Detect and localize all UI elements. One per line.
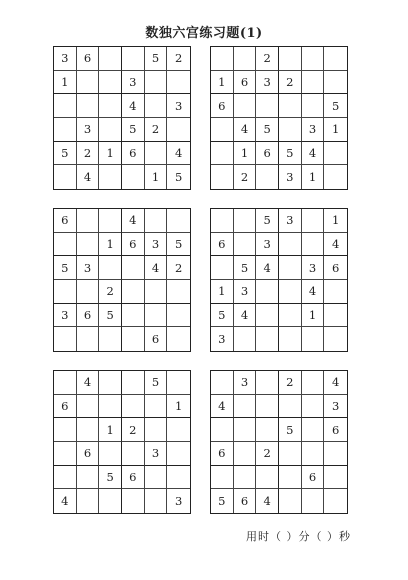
sudoku-cell bbox=[99, 395, 122, 419]
sudoku-cell: 2 bbox=[234, 165, 257, 189]
sudoku-cell: 6 bbox=[211, 233, 234, 257]
sudoku-cell bbox=[99, 71, 122, 95]
sudoku-cell: 3 bbox=[211, 327, 234, 351]
sudoku-cell bbox=[77, 71, 100, 95]
sudoku-cell: 6 bbox=[302, 466, 325, 490]
sudoku-cell bbox=[324, 280, 347, 304]
sudoku-cell bbox=[77, 280, 100, 304]
sudoku-cell bbox=[324, 327, 347, 351]
sudoku-cell bbox=[54, 165, 77, 189]
sudoku-cell: 3 bbox=[167, 94, 190, 118]
sudoku-cell: 6 bbox=[122, 142, 145, 166]
sudoku-cell: 6 bbox=[234, 71, 257, 95]
sudoku-cell bbox=[302, 209, 325, 233]
sudoku-cell bbox=[122, 47, 145, 71]
sudoku-cell: 5 bbox=[234, 256, 257, 280]
sudoku-cell: 6 bbox=[234, 489, 257, 513]
sudoku-cell bbox=[77, 209, 100, 233]
sudoku-cell: 5 bbox=[122, 118, 145, 142]
sudoku-cell bbox=[324, 489, 347, 513]
sudoku-cell: 4 bbox=[54, 489, 77, 513]
sudoku-cell bbox=[211, 209, 234, 233]
sudoku-cell bbox=[234, 233, 257, 257]
sudoku-cell: 3 bbox=[54, 304, 77, 328]
sudoku-cell: 1 bbox=[145, 165, 168, 189]
sudoku-cell bbox=[302, 71, 325, 95]
sudoku-cell: 3 bbox=[145, 442, 168, 466]
sudoku-cell: 4 bbox=[167, 142, 190, 166]
sudoku-cell: 3 bbox=[77, 118, 100, 142]
sudoku-cell: 3 bbox=[302, 256, 325, 280]
sudoku-cell bbox=[302, 489, 325, 513]
sudoku-cell bbox=[54, 418, 77, 442]
sudoku-cell: 3 bbox=[324, 395, 347, 419]
sudoku-cell: 6 bbox=[54, 395, 77, 419]
sudoku-cell bbox=[256, 304, 279, 328]
sudoku-cell bbox=[279, 442, 302, 466]
sudoku-cell bbox=[145, 209, 168, 233]
sudoku-cell: 5 bbox=[99, 304, 122, 328]
sudoku-cell bbox=[99, 94, 122, 118]
sudoku-cell: 6 bbox=[211, 442, 234, 466]
sudoku-cell: 5 bbox=[145, 371, 168, 395]
sudoku-puzzle bbox=[210, 370, 348, 514]
sudoku-cell: 1 bbox=[324, 118, 347, 142]
sudoku-cell: 2 bbox=[145, 118, 168, 142]
sudoku-cell: 5 bbox=[324, 94, 347, 118]
sudoku-cell: 3 bbox=[234, 371, 257, 395]
sudoku-cell bbox=[54, 233, 77, 257]
sudoku-cell: 3 bbox=[256, 71, 279, 95]
sudoku-cell bbox=[122, 442, 145, 466]
sudoku-cell: 5 bbox=[54, 142, 77, 166]
sudoku-cell: 4 bbox=[234, 304, 257, 328]
sudoku-cell: 6 bbox=[324, 256, 347, 280]
sudoku-cell bbox=[234, 466, 257, 490]
sudoku-cell bbox=[302, 418, 325, 442]
sudoku-cell: 1 bbox=[234, 142, 257, 166]
sudoku-cell bbox=[302, 327, 325, 351]
sudoku-cell: 6 bbox=[324, 418, 347, 442]
sudoku-cell bbox=[122, 371, 145, 395]
sudoku-cell bbox=[167, 280, 190, 304]
sudoku-puzzle bbox=[53, 46, 191, 190]
sudoku-cell bbox=[211, 47, 234, 71]
sudoku-cell: 4 bbox=[211, 395, 234, 419]
sudoku-cell: 2 bbox=[167, 256, 190, 280]
sudoku-cell bbox=[167, 442, 190, 466]
sudoku-cell bbox=[145, 142, 168, 166]
sudoku-cell: 2 bbox=[256, 47, 279, 71]
sudoku-cell bbox=[256, 466, 279, 490]
sudoku-cell bbox=[99, 47, 122, 71]
sudoku-cell: 4 bbox=[122, 209, 145, 233]
sudoku-cell bbox=[256, 94, 279, 118]
sudoku-cell bbox=[324, 165, 347, 189]
sudoku-cell bbox=[122, 327, 145, 351]
sudoku-cell: 5 bbox=[99, 466, 122, 490]
sudoku-cell bbox=[77, 466, 100, 490]
sudoku-cell bbox=[167, 209, 190, 233]
sudoku-cell bbox=[122, 165, 145, 189]
sudoku-cell bbox=[279, 466, 302, 490]
sudoku-cell bbox=[145, 71, 168, 95]
sudoku-cell bbox=[54, 327, 77, 351]
sudoku-cell: 1 bbox=[99, 418, 122, 442]
sudoku-cell bbox=[167, 371, 190, 395]
sudoku-cell bbox=[234, 418, 257, 442]
sudoku-cell: 3 bbox=[77, 256, 100, 280]
sudoku-cell bbox=[302, 94, 325, 118]
sudoku-cell: 6 bbox=[77, 304, 100, 328]
sudoku-cell: 1 bbox=[302, 304, 325, 328]
sudoku-cell: 2 bbox=[256, 442, 279, 466]
sudoku-cell: 3 bbox=[279, 209, 302, 233]
sudoku-puzzle bbox=[53, 208, 191, 352]
sudoku-cell bbox=[279, 489, 302, 513]
sudoku-cell bbox=[77, 233, 100, 257]
sudoku-cell bbox=[145, 395, 168, 419]
sudoku-cell bbox=[302, 233, 325, 257]
sudoku-cell bbox=[77, 327, 100, 351]
sudoku-cell bbox=[77, 395, 100, 419]
sudoku-cell bbox=[302, 47, 325, 71]
sudoku-cell: 4 bbox=[302, 280, 325, 304]
time-record-label: 用时（ ）分（ ）秒 bbox=[246, 530, 351, 543]
sudoku-cell bbox=[211, 418, 234, 442]
sudoku-cell bbox=[279, 327, 302, 351]
sudoku-cell bbox=[234, 395, 257, 419]
sudoku-cell: 4 bbox=[145, 256, 168, 280]
sudoku-cell bbox=[145, 94, 168, 118]
sudoku-cell bbox=[167, 466, 190, 490]
sudoku-cell bbox=[324, 466, 347, 490]
sudoku-cell bbox=[99, 442, 122, 466]
sudoku-cell bbox=[54, 118, 77, 142]
sudoku-cell: 1 bbox=[211, 280, 234, 304]
sudoku-cell bbox=[122, 256, 145, 280]
sudoku-cell bbox=[324, 47, 347, 71]
sudoku-cell: 5 bbox=[256, 209, 279, 233]
sudoku-cell bbox=[279, 395, 302, 419]
sudoku-cell: 5 bbox=[256, 118, 279, 142]
sudoku-puzzle bbox=[210, 46, 348, 190]
sudoku-cell bbox=[122, 280, 145, 304]
sudoku-puzzle bbox=[53, 370, 191, 514]
sudoku-cell: 6 bbox=[122, 233, 145, 257]
sudoku-cell bbox=[302, 371, 325, 395]
sudoku-cell bbox=[122, 395, 145, 419]
sudoku-cell: 5 bbox=[211, 489, 234, 513]
sudoku-cell bbox=[256, 418, 279, 442]
sudoku-cell bbox=[54, 466, 77, 490]
sudoku-cell bbox=[145, 304, 168, 328]
sudoku-cell bbox=[211, 142, 234, 166]
sudoku-cell: 3 bbox=[174, 494, 183, 509]
sudoku-cell: 5 bbox=[174, 170, 183, 185]
sudoku-cell bbox=[145, 418, 168, 442]
sudoku-cell bbox=[77, 418, 100, 442]
sudoku-cell: 3 bbox=[122, 71, 145, 95]
sudoku-cell: 6 bbox=[77, 47, 100, 71]
sudoku-cell bbox=[54, 442, 77, 466]
sudoku-cell bbox=[99, 327, 122, 351]
sudoku-cell bbox=[279, 280, 302, 304]
sudoku-cell bbox=[54, 94, 77, 118]
sudoku-cell: 4 bbox=[256, 256, 279, 280]
sudoku-cell bbox=[77, 94, 100, 118]
sudoku-cell bbox=[99, 165, 122, 189]
sudoku-cell bbox=[167, 418, 190, 442]
sudoku-cell: 1 bbox=[99, 142, 122, 166]
sudoku-cell: 2 bbox=[77, 142, 100, 166]
sudoku-cell bbox=[234, 47, 257, 71]
sudoku-cell: 5 bbox=[279, 418, 302, 442]
sudoku-cell bbox=[122, 304, 145, 328]
sudoku-cell bbox=[279, 47, 302, 71]
sudoku-cell bbox=[167, 71, 190, 95]
sudoku-cell bbox=[211, 165, 234, 189]
sudoku-cell bbox=[279, 94, 302, 118]
sudoku-cell: 2 bbox=[279, 371, 302, 395]
sudoku-cell: 6 bbox=[122, 466, 145, 490]
sudoku-cell: 4 bbox=[302, 142, 325, 166]
sudoku-cell bbox=[211, 118, 234, 142]
sudoku-cell bbox=[324, 304, 347, 328]
sudoku-cell: 6 bbox=[145, 327, 168, 351]
sudoku-cell: 1 bbox=[302, 165, 325, 189]
sudoku-cell bbox=[99, 489, 122, 513]
sudoku-cell: 5 bbox=[145, 47, 168, 71]
sudoku-cell bbox=[256, 327, 279, 351]
sudoku-cell: 1 bbox=[54, 71, 77, 95]
sudoku-cell bbox=[256, 371, 279, 395]
sudoku-cell: 3 bbox=[54, 47, 77, 71]
sudoku-cell: 3 bbox=[256, 233, 279, 257]
sudoku-cell: 6 bbox=[211, 94, 234, 118]
sudoku-cell: 1 bbox=[167, 395, 190, 419]
sudoku-cell: 4 bbox=[77, 165, 100, 189]
sudoku-cell bbox=[122, 489, 145, 513]
sudoku-puzzle bbox=[210, 208, 348, 352]
sudoku-cell bbox=[234, 327, 257, 351]
sudoku-cell bbox=[324, 142, 347, 166]
sudoku-cell bbox=[302, 395, 325, 419]
sudoku-cell bbox=[279, 118, 302, 142]
sudoku-cell bbox=[145, 466, 168, 490]
sudoku-cell bbox=[211, 371, 234, 395]
sudoku-cell: 4 bbox=[324, 371, 347, 395]
sudoku-cell bbox=[256, 165, 279, 189]
sudoku-cell bbox=[234, 94, 257, 118]
sudoku-cell: 3 bbox=[302, 118, 325, 142]
sudoku-cell: 5 bbox=[279, 142, 302, 166]
sudoku-cell bbox=[99, 209, 122, 233]
sudoku-cell bbox=[99, 371, 122, 395]
sudoku-cell: 4 bbox=[234, 118, 257, 142]
sudoku-cell: 3 bbox=[279, 165, 302, 189]
sudoku-cell bbox=[234, 209, 257, 233]
sudoku-cell: 4 bbox=[77, 371, 100, 395]
sudoku-cell: 2 bbox=[167, 47, 190, 71]
sudoku-cell: 1 bbox=[99, 233, 122, 257]
sudoku-cell: 3 bbox=[145, 233, 168, 257]
sudoku-cell: 6 bbox=[256, 142, 279, 166]
sudoku-cell: 5 bbox=[211, 304, 234, 328]
sudoku-cell bbox=[99, 118, 122, 142]
sudoku-cell: 5 bbox=[54, 256, 77, 280]
sudoku-cell bbox=[324, 442, 347, 466]
sudoku-cell bbox=[167, 118, 190, 142]
sudoku-cell: 2 bbox=[279, 71, 302, 95]
sudoku-cell: 4 bbox=[122, 94, 145, 118]
sudoku-cell bbox=[54, 371, 77, 395]
sudoku-cell: 6 bbox=[54, 209, 77, 233]
sudoku-cell bbox=[77, 489, 100, 513]
sudoku-cell: 1 bbox=[324, 209, 347, 233]
sudoku-cell bbox=[256, 280, 279, 304]
sudoku-cell bbox=[279, 304, 302, 328]
sudoku-cell bbox=[279, 256, 302, 280]
sudoku-cell bbox=[54, 280, 77, 304]
page-title: 数独六宫练习题(1) bbox=[145, 26, 263, 41]
sudoku-cell: 6 bbox=[77, 442, 100, 466]
sudoku-cell: 1 bbox=[211, 71, 234, 95]
sudoku-cell: 5 bbox=[167, 233, 190, 257]
sudoku-cell bbox=[167, 304, 190, 328]
sudoku-cell bbox=[302, 442, 325, 466]
sudoku-cell: 2 bbox=[99, 280, 122, 304]
sudoku-cell bbox=[211, 466, 234, 490]
sudoku-cell: 3 bbox=[234, 280, 257, 304]
sudoku-cell bbox=[145, 489, 168, 513]
sudoku-cell: 4 bbox=[324, 233, 347, 257]
sudoku-cell bbox=[211, 256, 234, 280]
sudoku-cell bbox=[324, 71, 347, 95]
sudoku-cell bbox=[99, 256, 122, 280]
sudoku-cell bbox=[145, 280, 168, 304]
sudoku-cell bbox=[279, 233, 302, 257]
sudoku-cell: 4 bbox=[256, 489, 279, 513]
sudoku-cell: 2 bbox=[122, 418, 145, 442]
sudoku-cell bbox=[167, 327, 190, 351]
sudoku-cell bbox=[256, 395, 279, 419]
sudoku-cell bbox=[234, 442, 257, 466]
